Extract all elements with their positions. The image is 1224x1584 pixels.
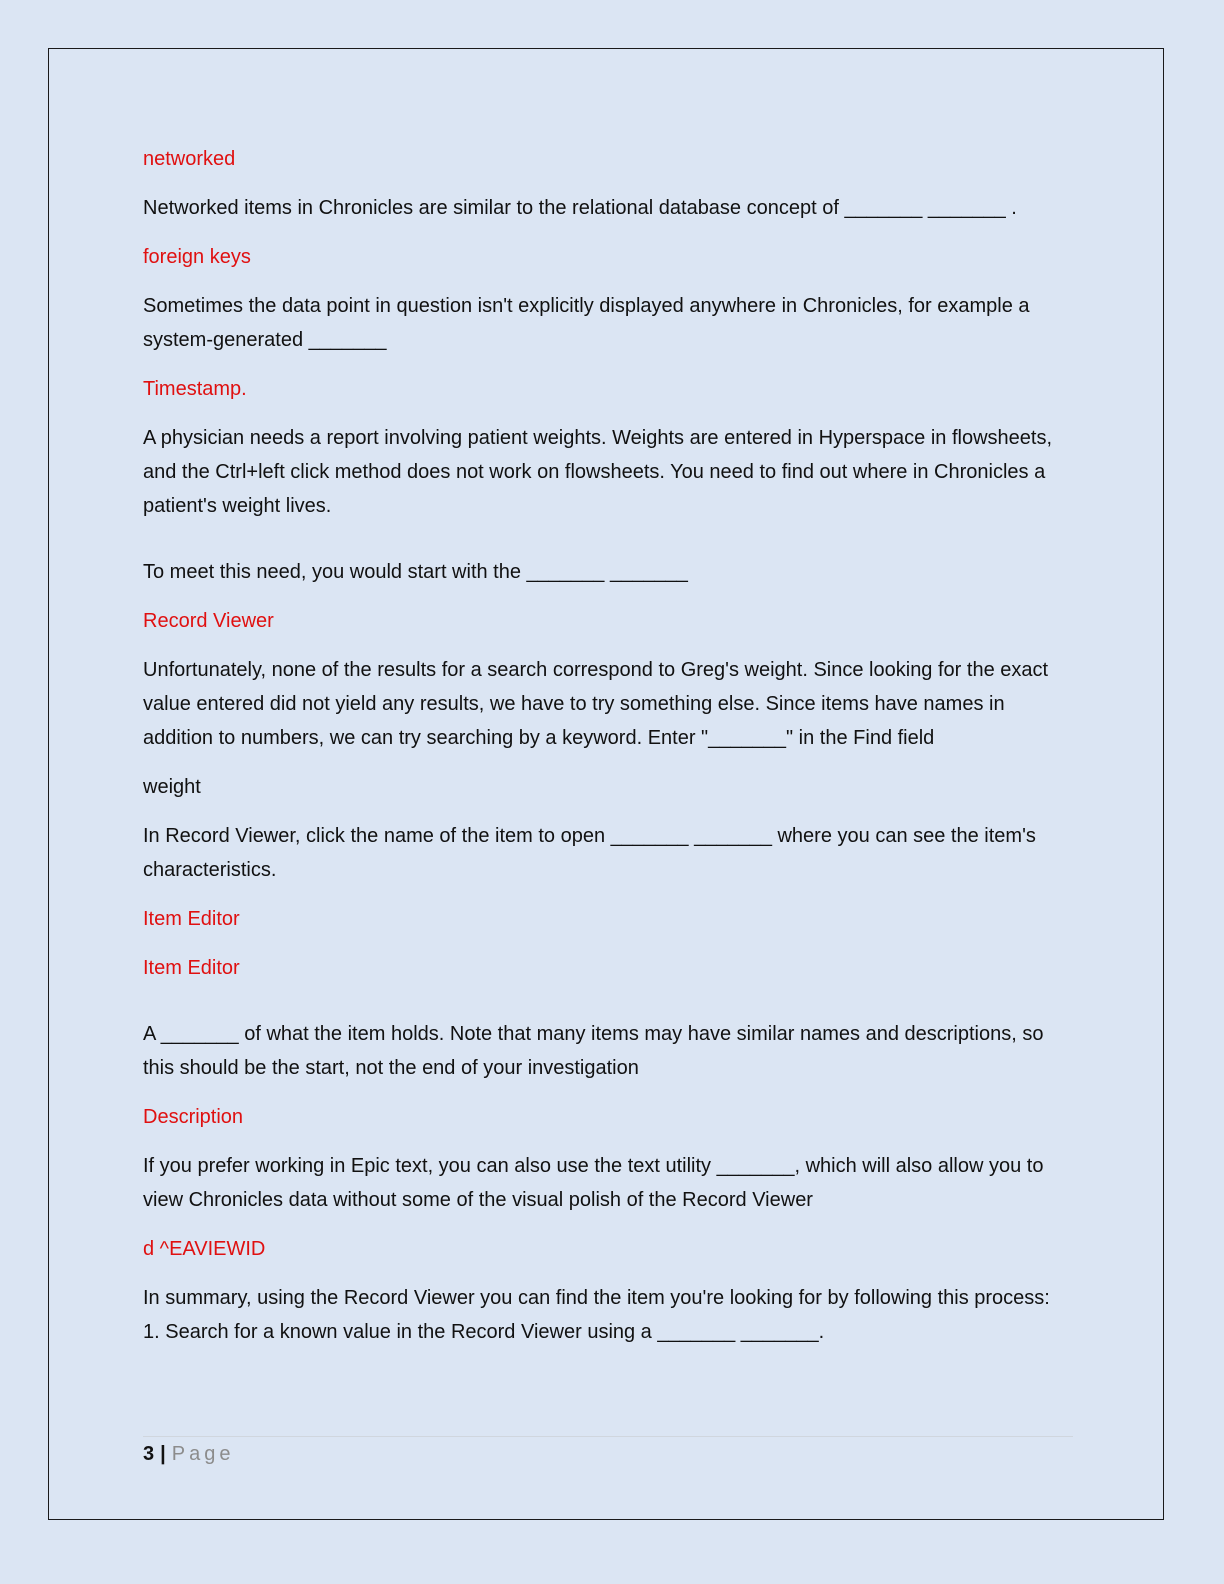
page-label: Page: [171, 1443, 235, 1465]
scenario-paragraph: A physician needs a report involving patient weights. Weights are entered in Hyperspace in flowsheets, and the Ctrl+left click method does not work on flowsheets. You need to find out where in Chronicles a patient's weight lives.: [143, 427, 1053, 517]
answer-eaviewid: d ^EAVIEWID: [143, 1238, 266, 1260]
footer-separator: |: [160, 1443, 166, 1465]
summary-step-1: 1. Search for a known value in the Record Viewer using a _______ _______.: [143, 1321, 825, 1343]
answer-foreign-keys: foreign keys: [143, 246, 251, 268]
answer-item-editor-2: Item Editor: [143, 957, 240, 979]
question-description: A _______ of what the item holds. Note that many items may have similar names and descriptions, so this should be the start, not the end of your investigation: [143, 1023, 1044, 1079]
question-item-editor: In Record Viewer, click the name of the item to open _______ _______ where you can see the item's characteristics.: [143, 825, 1036, 881]
answer-weight: weight: [143, 776, 201, 798]
answer-item-editor-1: Item Editor: [143, 908, 240, 930]
question-text-utility: If you prefer working in Epic text, you can also use the text utility _______, which will also allow you to view Chronicles data without some of the visual polish of the Record Viewer: [143, 1155, 1044, 1211]
question-record-viewer: To meet this need, you would start with the _______ _______: [143, 561, 688, 583]
document-body: [143, 142, 1078, 1349]
answer-timestamp: Timestamp.: [143, 378, 247, 400]
answer-record-viewer: Record Viewer: [143, 610, 274, 632]
answer-description: Description: [143, 1106, 244, 1128]
summary-intro: In summary, using the Record Viewer you can find the item you're looking for by following this process:: [143, 1287, 1050, 1309]
question-timestamp: Sometimes the data point in question isn't explicitly displayed anywhere in Chronicles, for example a system-generated _______: [143, 295, 1030, 351]
question-weight: Unfortunately, none of the results for a search correspond to Greg's weight. Since looking for the exact value entered did not yield any results, we have to try something else. Since items have names in addition to numbers, we can try searching by a keyword. Enter "_______" in the Find field: [143, 659, 1049, 749]
question-foreign-keys: Networked items in Chronicles are similar to the relational database concept of _______ _______ .: [143, 197, 1017, 219]
page-number: 3: [143, 1443, 155, 1465]
answer-networked: networked: [143, 148, 236, 170]
page-footer: [143, 1440, 234, 1468]
footer-divider: [143, 1436, 1073, 1437]
